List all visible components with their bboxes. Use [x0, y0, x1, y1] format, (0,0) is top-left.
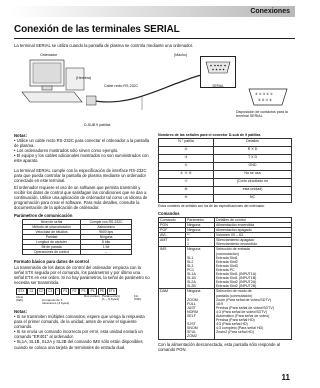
- pins-row: [159, 163, 292, 171]
- computer-label: Ordenador: [40, 53, 58, 57]
- command-details: Alimentación encendida: [215, 223, 292, 228]
- note-item: • Utilice un cable recto RS-232C para conectar el ordenador a la pantalla de plasma.: [14, 138, 150, 149]
- param-name: Método de sincronización: [23, 225, 81, 230]
- colon-label: Dos puntos: [84, 293, 100, 298]
- command-details: Selección de entrada (conmutación) Entrada Slot1 Entrada Slot2 Entrada Slot3 Entrada PC Entrada Slot1 (INPUT1A) Entrada Slot1 (INPUT1B) Entrada Slot2 (INPUT2A) Entrada Slot2 (INPUT2B): [215, 247, 292, 289]
- format-box: P5: [98, 288, 106, 295]
- page-number: 11: [281, 373, 290, 382]
- note2-item: • Si se envía un comando incorrecto por error, esta unidad enviará un comando "ER401" al ordenador.: [14, 329, 143, 340]
- format-box: P2: [70, 288, 78, 295]
- format-box: C1: [27, 288, 35, 295]
- param-name: Longitud de carácter: [23, 240, 81, 245]
- body-paragraph: La terminal SERIAL cumple con la especificación de interface RS-232C para que pueda controlar la pantalla de plasma mediante un ordenador conectado en este terminal.: [14, 167, 147, 183]
- param-value: Asincrónico: [81, 225, 132, 230]
- command-param: Ninguna SL1 SL2 SL3 PC1 SL1A SL1B SL2A SL2B: [186, 247, 215, 289]
- format-box: :: [55, 288, 60, 295]
- pin-layout-icon: [246, 86, 290, 108]
- command-code: AMT: [159, 238, 186, 247]
- computer-illustration: [18, 58, 90, 118]
- cmd-header-command: Comando: [159, 217, 186, 222]
- right-column: [158, 133, 294, 352]
- pin-detail: GND: [214, 163, 292, 171]
- end-label: Fin (03h): [134, 293, 142, 302]
- command-details: Alimentación apagado: [215, 228, 292, 233]
- page-title: Conexión de las terminales SERIAL: [14, 24, 180, 35]
- format-box: C3: [46, 288, 54, 295]
- start-label: Inicio (02h): [16, 294, 24, 303]
- pins-row: [159, 155, 292, 163]
- command-details: Silenciamiento apagado Silenciamiento encendido: [215, 238, 292, 247]
- format-box: C2: [37, 288, 45, 295]
- param-value: 8 bits: [81, 240, 132, 245]
- format-box: STX: [16, 288, 27, 295]
- pin-number: ⑦: [159, 179, 214, 187]
- command-details: Selección de modo de pantalla (conmutación) Zoom (Para señal de vídeo/SDTV) 16:9 Precisa (Para señal de vídeo/SDTV) 4:3 (Para señal de vídeo/SDTV) Automático (Para señal de vídeo) Precisa (Para señal HD) 4:3 (Para señal HD) 4:3 completo (Para señal HD) Zoom2 (Para señal HD): [215, 289, 292, 339]
- female-label: (Hembra): [76, 76, 92, 80]
- note2-item: • SL1A, SL1B, SL2A y SL2B del comando IMS sólo están disponibles cuando se coloca una tarjeta de terminales de entrada dual.: [14, 339, 143, 350]
- intro-text: La terminal SERIAL se utiliza cuando la pantalla de plasma se controla mediante una ordenador.: [14, 43, 194, 48]
- note-item: • Los ordenadores mostrados sólo sirven como ejemplo.: [14, 148, 119, 154]
- pin-detail: T X D: [214, 155, 292, 163]
- command-param: **: [186, 233, 215, 238]
- param-name: Velocidad de bitudios: [23, 230, 81, 235]
- params-table: [22, 219, 132, 255]
- commands-title: Comandos: [158, 210, 180, 216]
- pin-number: ⑧: [159, 187, 214, 195]
- pin-number: ③: [159, 155, 214, 163]
- param-value: 1 bit: [81, 245, 132, 250]
- pin-detail: R X D: [214, 147, 292, 155]
- pin-detail: NC: [214, 195, 292, 203]
- format-diagram: [14, 287, 150, 309]
- pins-row: [159, 187, 292, 195]
- pin-detail: No se usa: [214, 171, 292, 179]
- command-code: AVL: [159, 233, 186, 238]
- pin-number: ⑨: [159, 195, 214, 203]
- command-row: [159, 247, 292, 289]
- pins-row: [159, 179, 292, 187]
- command-label: Comando de 3 caracteres (3 bytes): [42, 297, 70, 306]
- format-box: P1: [61, 288, 69, 295]
- pin-number: ⑤: [159, 163, 214, 171]
- pin-layout-caption: Disposición de contactos para la terminal SERIAL: [236, 110, 288, 119]
- pin-detail: (Corto circuitado en: [214, 179, 292, 187]
- param-value: 9600 bps: [81, 230, 132, 235]
- format-box: P3: [79, 288, 87, 295]
- body-paragraph: El ordenador requiere el uso de un software que permita transmitir y recibir los datos de control que satisfagan las condiciones que se dan a continuación. Utilice una aplicación de ordenador tal como un idioma de programación para crear el software. Para más detalles, consulte la documentación de la aplicación de ordenador.: [14, 184, 148, 211]
- pins-header-details: Detalles: [214, 139, 292, 147]
- connection-diagram: [14, 50, 294, 132]
- command-param: Ninguna: [186, 223, 215, 228]
- command-row: [159, 289, 292, 339]
- param-value: Ninguna: [81, 235, 132, 240]
- param-name: Bit de parada: [23, 245, 81, 250]
- params-title: Parámetros de comunicación: [14, 213, 73, 219]
- param-value: Cumple con RS-232C: [81, 220, 132, 225]
- pin-number: ②: [159, 147, 214, 155]
- cable-label: Cable recto RS-232C: [104, 84, 139, 88]
- connector-label: D-SUB 9 patillas: [84, 123, 111, 127]
- command-code: DAM: [159, 289, 186, 339]
- male-label: (Macho): [174, 53, 188, 57]
- pins-row: [159, 195, 292, 203]
- svg-text:⑨ ⑧ ⑦ ⑥: ⑨ ⑧ ⑦ ⑥: [258, 98, 273, 102]
- note2-item: • Si se transmiten múltiples comandos, espere que venga la respuesta para el primer comando, de la unidad, antes de enviar el siguiente comando.: [14, 313, 145, 330]
- param-name: Nivel de señal: [23, 220, 81, 225]
- notes2-title: Notas:: [14, 308, 28, 314]
- pins-table: [158, 138, 292, 203]
- pin-detail: esta unidad): [214, 187, 292, 195]
- params-row: [23, 250, 132, 255]
- command-code: POF: [159, 228, 186, 233]
- commands-footer: Con la alimentación desconectada, esta pantalla sólo responde al comando PON.: [158, 341, 280, 352]
- notes-title: Notas:: [14, 133, 28, 138]
- pin-number: ① ④ ⑥: [159, 171, 214, 179]
- format-box: P4: [88, 288, 96, 295]
- command-details: Volumen 00 – 63: [215, 233, 292, 238]
- commands-table: [158, 217, 292, 340]
- section-title: Conexiones: [250, 8, 290, 15]
- pins-caption: Estos nombres de señales son los de las especificaciones del ordenador.: [158, 204, 266, 209]
- param-label: Parámetro(s) (1 – 5 bytes): [102, 293, 121, 302]
- command-param: 0 1: [186, 238, 215, 247]
- pins-row: [159, 147, 292, 155]
- serial-port-panel: [200, 56, 236, 88]
- command-row: [159, 238, 292, 247]
- title-rule: [14, 38, 295, 39]
- left-column: [14, 133, 150, 350]
- param-name: Paridad: [23, 235, 81, 240]
- command-param: Ninguna ZOOM FULL JUST NORM SELF SJST SNOM SFUL ZOM2: [186, 289, 215, 339]
- cmd-header-details: Detalles de control: [215, 217, 292, 222]
- note-item: • El equipo y los cables adicionales mostrados no son suministrados con este aparato.: [14, 153, 149, 164]
- param-name: Operaciones de control: [23, 250, 81, 255]
- command-code: IMS: [159, 247, 186, 289]
- pins-title: Nombres de las señales para el conector D-sub de 9 patillas: [158, 133, 261, 137]
- command-param: Ninguna: [186, 228, 215, 233]
- format-box: ETX: [107, 288, 118, 295]
- param-value: –: [81, 250, 132, 255]
- serial-port-icon: [201, 57, 235, 79]
- serial-panel-label: SERIAL: [212, 84, 224, 88]
- pins-header-number: N.° patilla: [159, 139, 214, 147]
- format-title: Formato básico para datos de control: [14, 259, 89, 265]
- format-text: La transmisión de los datos de control del ordenador empieza con la señal STX seguida por el comando, los parámetros y por último una señal ETX en ese orden. Si no hay parámetros, la señal de parámetro no necesita ser transmitida.: [14, 264, 150, 285]
- command-code: PON: [159, 223, 186, 228]
- pins-row: [159, 171, 292, 179]
- cmd-header-param: Parámetro: [186, 217, 215, 222]
- svg-text:⑤ ④ ③ ② ①: ⑤ ④ ③ ② ①: [255, 92, 273, 96]
